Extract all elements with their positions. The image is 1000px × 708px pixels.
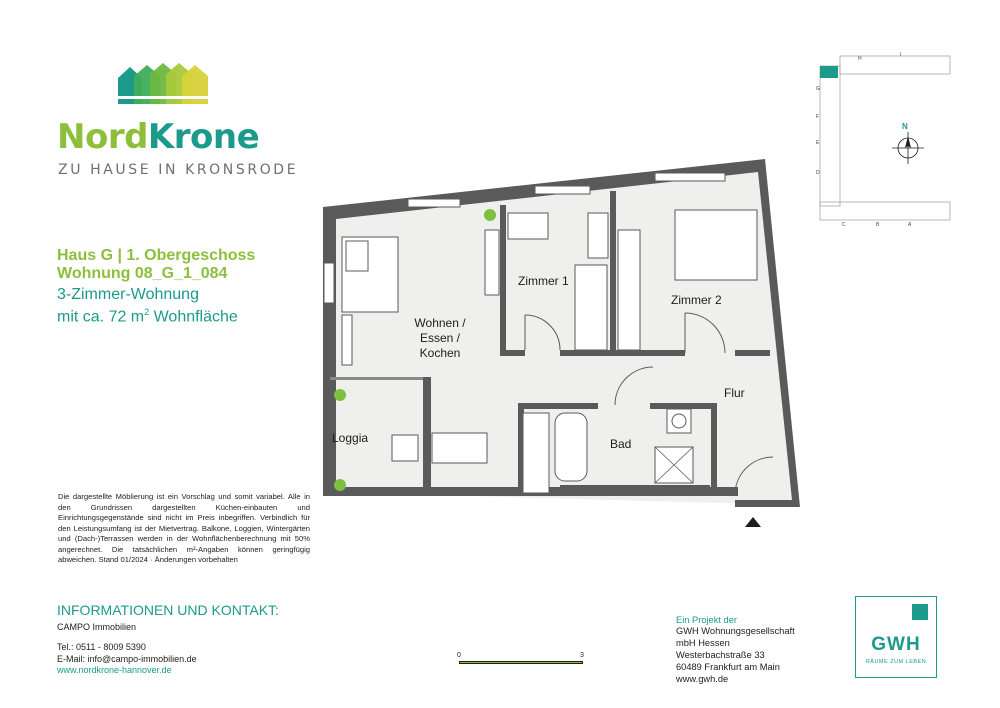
- site-label-g: G: [816, 86, 820, 92]
- unit-house-floor: Haus G | 1. Obergeschoss: [57, 247, 256, 264]
- site-plan: [810, 52, 960, 232]
- project-line1: GWH Wohnungsgesellschaft: [676, 626, 795, 636]
- disclaimer-text: Die dargestellte Möblierung ist ein Vorschlag und somit variabel. Alle in den Grundrissen dargestellten Küchen-einbauten und Einrichtungsgegenstände sind nicht im Preis inbegriffen. Verbindlich für den Leistungsumfang ist der Mietvertrag. Balkone, Loggien, Wintergärten und (Dach-)Terrassen werden in der Wohnflächenberechnung mit 50% angerechnet. Die tatsächlichen m²-Angaben können geringfügig abweichen. Stand 01/2024 · Änderungen vorbehalten: [58, 492, 310, 564]
- nordkrone-logo-houses: [110, 62, 220, 106]
- project-line2: mbH Hessen: [676, 638, 730, 648]
- room-label-wohnen-line2: Essen /: [419, 331, 461, 345]
- room-label-wohnen: [407, 316, 473, 361]
- gwh-logo-slogan: RÄUME ZUM LEBEN: [865, 659, 927, 665]
- site-label-i: I: [900, 52, 902, 58]
- brand-wordmark: [57, 117, 259, 157]
- unit-area-suffix: Wohnfläche: [149, 308, 238, 326]
- brand-tagline: ZU HAUSE IN KRONSRODE: [58, 162, 299, 178]
- floor-plan: [320, 155, 805, 535]
- unit-number: Wohnung 08_G_1_084: [57, 265, 228, 282]
- site-label-a: A: [908, 222, 912, 228]
- room-label-bad: Bad: [610, 437, 632, 451]
- project-label: Ein Projekt der: [676, 615, 737, 625]
- room-label-loggia: Loggia: [332, 431, 369, 445]
- gwh-logo-name: GWH: [871, 634, 921, 655]
- scale-bar: [459, 661, 583, 664]
- unit-area: [57, 303, 238, 326]
- site-label-f: F: [816, 114, 820, 120]
- site-label-c: C: [842, 222, 846, 228]
- scale-start: 0: [457, 652, 461, 659]
- gwh-logo: [855, 596, 937, 678]
- contact-tel: Tel.: 0511 - 8009 5390: [57, 642, 146, 652]
- site-label-b: B: [876, 222, 880, 228]
- project-line3: Westerbachstraße 33: [676, 650, 765, 660]
- site-label-d: D: [816, 170, 820, 176]
- compass-north: N: [902, 122, 908, 131]
- contact-website-link[interactable]: www.nordkrone-hannover.de: [57, 665, 172, 675]
- brand-name-part2: Krone: [147, 117, 260, 157]
- room-label-wohnen-line1: Wohnen /: [414, 316, 466, 330]
- unit-area-sup: 2: [144, 307, 150, 317]
- project-website-link[interactable]: www.gwh.de: [676, 674, 729, 684]
- site-label-h: H: [858, 56, 862, 62]
- site-label-e: E: [816, 140, 820, 146]
- contact-heading: INFORMATIONEN UND KONTAKT:: [57, 602, 279, 618]
- project-line4: 60489 Frankfurt am Main: [676, 662, 780, 672]
- gwh-logo-square: [912, 604, 928, 620]
- unit-area-prefix: mit ca. 72 m: [57, 308, 145, 326]
- site-plan-highlight: [820, 66, 838, 78]
- room-label-wohnen-line3: Kochen: [419, 346, 461, 360]
- contact-email[interactable]: E-Mail: info@campo-immobilien.de: [57, 654, 197, 664]
- room-label-flur: Flur: [724, 386, 745, 400]
- unit-type: 3-Zimmer-Wohnung: [57, 286, 199, 303]
- room-label-zimmer2: Zimmer 2: [671, 293, 722, 307]
- brand-name-part1: Nord: [57, 117, 148, 157]
- scale-end: 3: [580, 652, 584, 659]
- contact-company: CAMPO Immobilien: [57, 622, 137, 632]
- room-label-zimmer1: Zimmer 1: [518, 274, 569, 288]
